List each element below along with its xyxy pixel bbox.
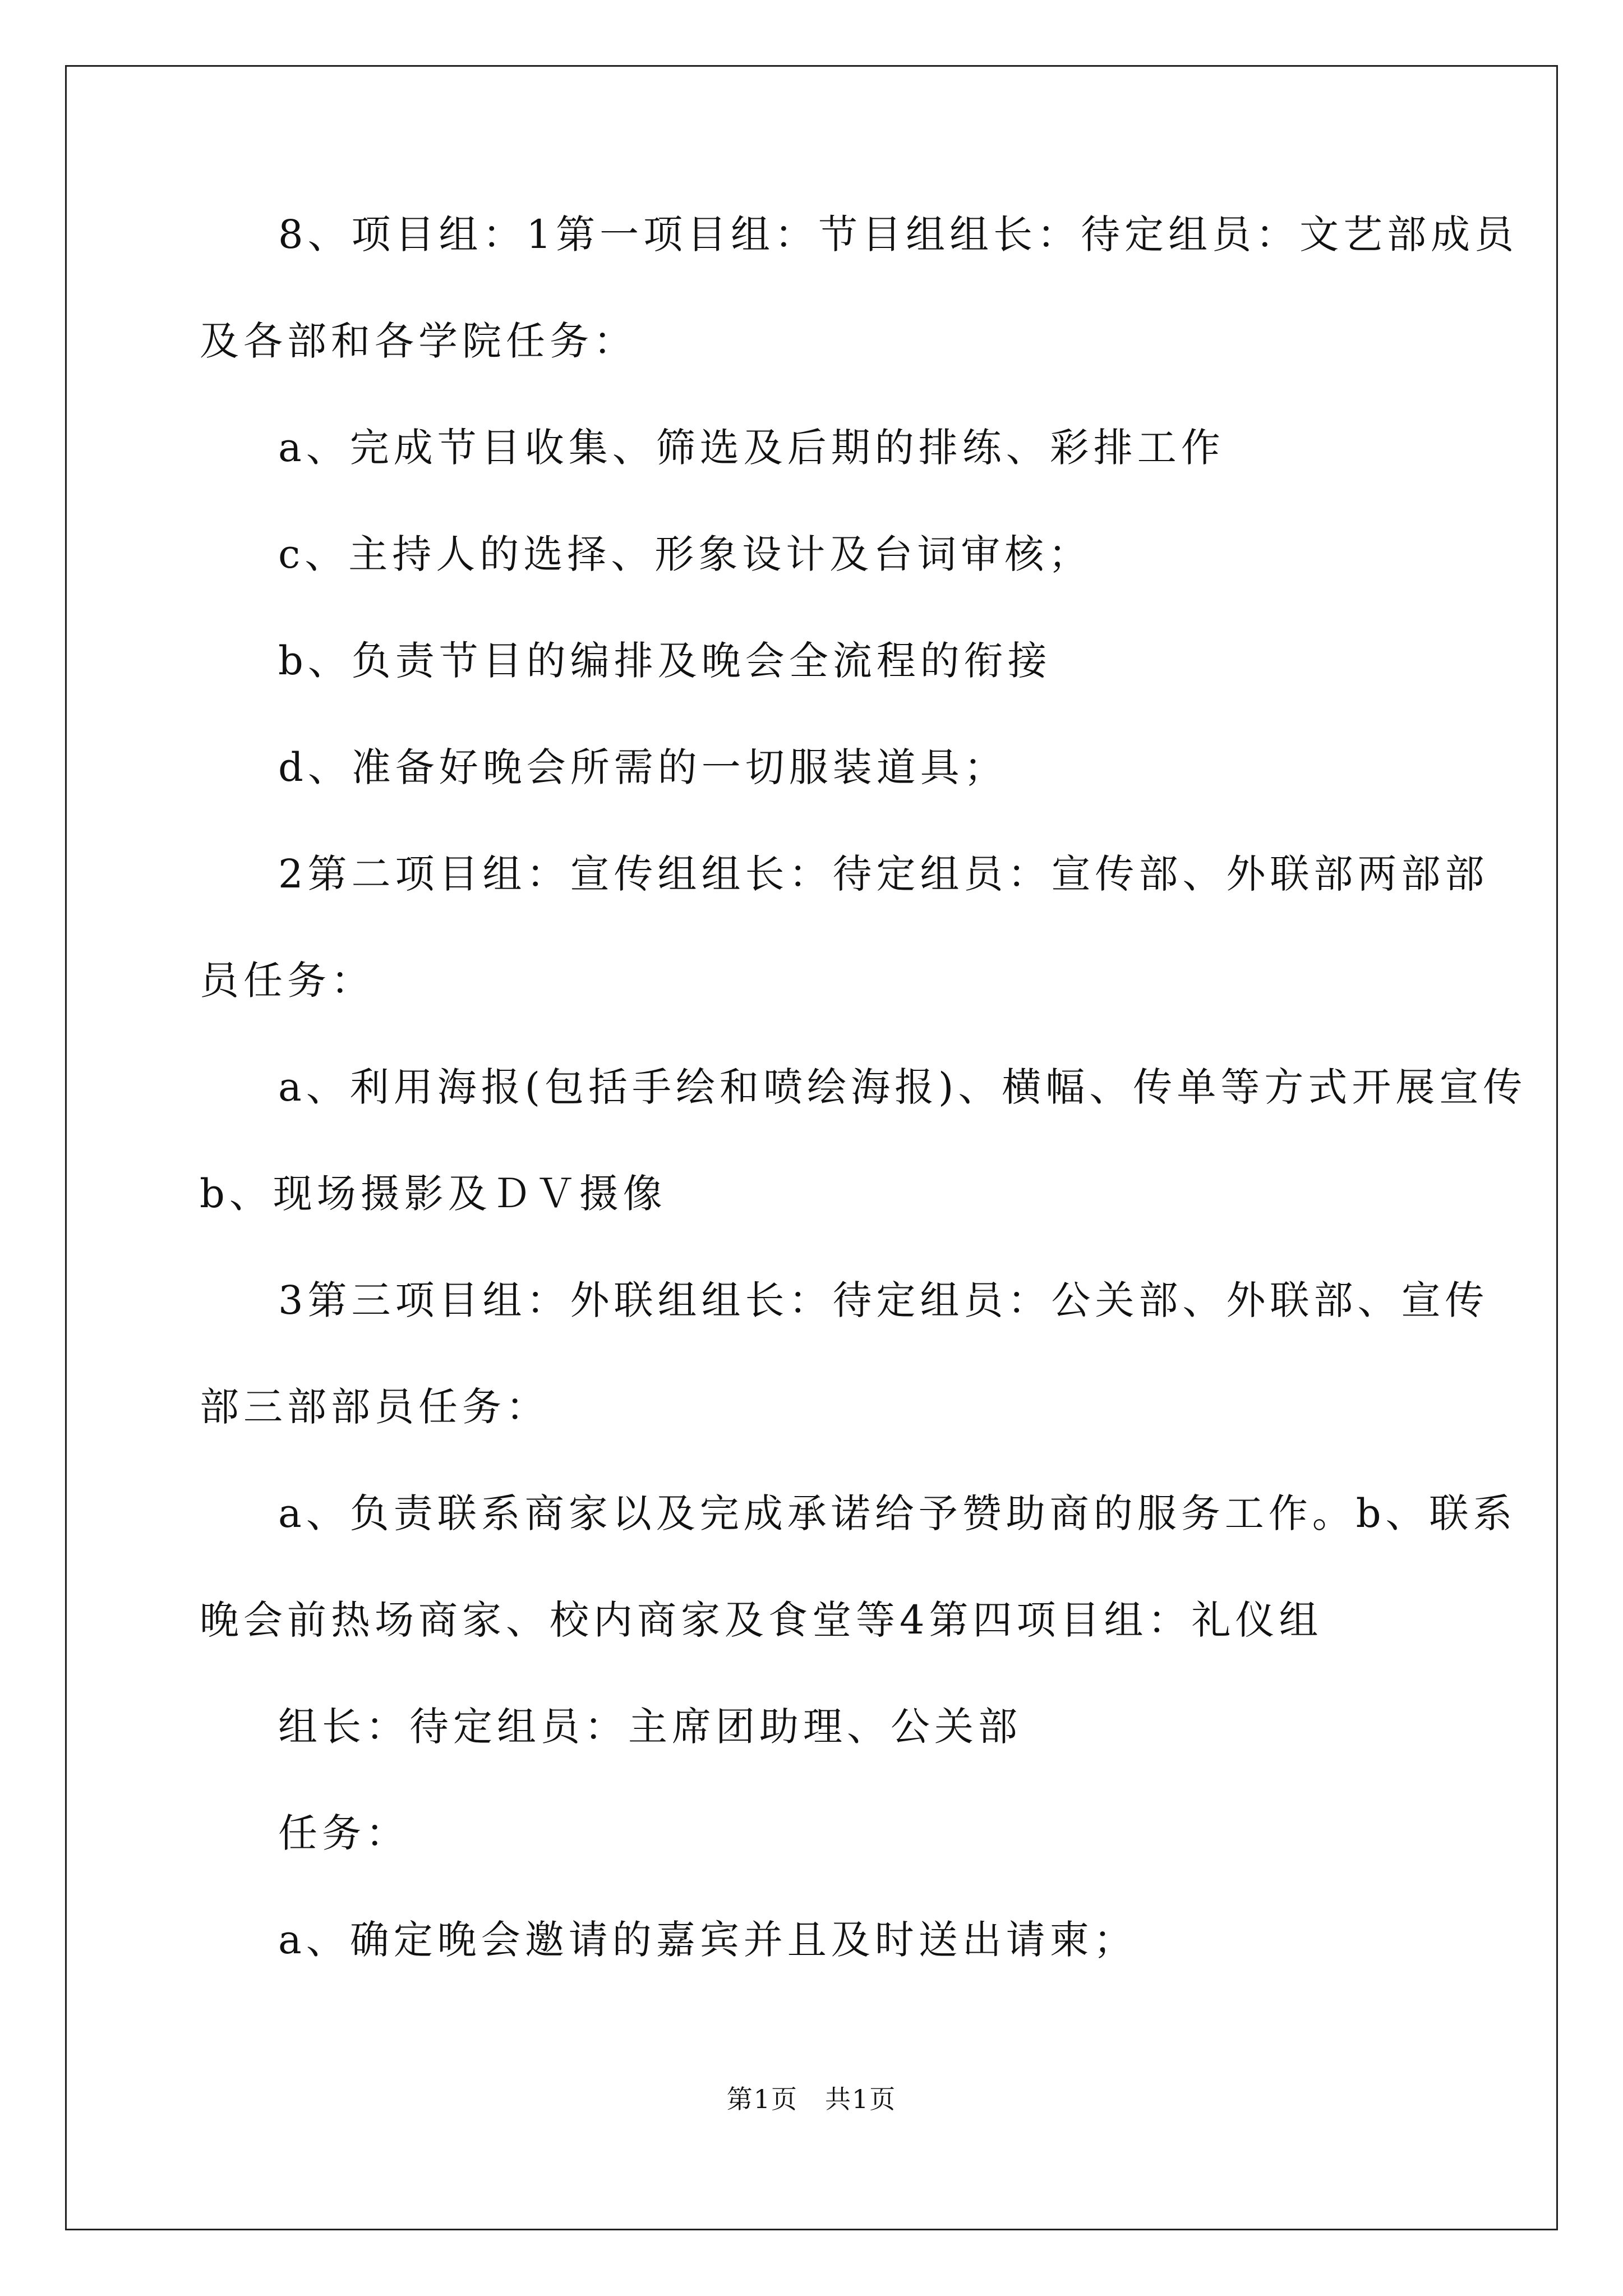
- paragraph-line: a、负责联系商家以及完成承诺给予赞助商的服务工作。b、联系: [278, 1490, 1517, 1536]
- paragraph-line: b、现场摄影及ＤＶ摄像: [200, 1171, 667, 1217]
- page-border: [65, 65, 1558, 2230]
- paragraph-line: 2第二项目组：宣传组组长：待定组员：宣传部、外联部两部部: [278, 851, 1489, 897]
- paragraph-line: 及各部和各学院任务：: [200, 318, 637, 364]
- paragraph-line: 晚会前热场商家、校内商家及食堂等4第四项目组：礼仪组: [200, 1597, 1323, 1643]
- paragraph-line: a、完成节目收集、筛选及后期的排练、彩排工作: [278, 425, 1225, 471]
- paragraph-line: 任务：: [278, 1810, 409, 1856]
- paragraph-line: b、负责节目的编排及晚会全流程的衔接: [278, 638, 1052, 684]
- paragraph-line: d、准备好晚会所需的一切服装道具；: [278, 744, 1008, 790]
- paragraph-line: a、确定晚会邀请的嘉宾并且及时送出请柬；: [278, 1917, 1137, 1963]
- paragraph-line: 员任务：: [200, 958, 375, 1004]
- paragraph-line: 3第三项目组：外联组组长：待定组员：公关部、外联部、宣传: [278, 1277, 1489, 1323]
- paragraph-line: 8、项目组：1第一项目组：节目组组长：待定组员：文艺部成员: [278, 211, 1519, 257]
- paragraph-line: 组长：待定组员：主席团助理、公关部: [278, 1704, 1022, 1750]
- paragraph-line: 部三部部员任务：: [200, 1384, 550, 1430]
- paragraph-line: c、主持人的选择、形象设计及台词审核；: [278, 531, 1092, 577]
- page-footer: 第1页 共1页: [726, 2084, 897, 2114]
- paragraph-line: a、利用海报(包括手绘和喷绘海报)、横幅、传单等方式开展宣传: [278, 1064, 1527, 1110]
